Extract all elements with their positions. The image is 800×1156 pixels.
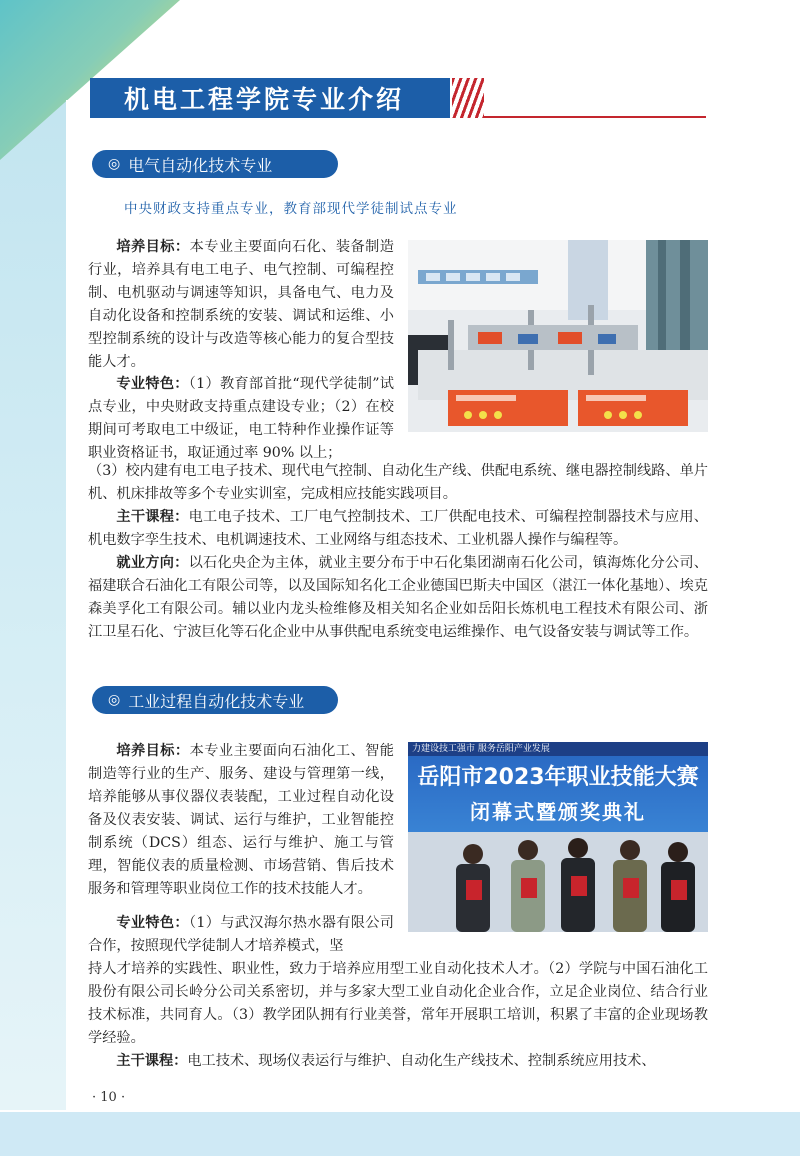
- title-stripes: [452, 78, 484, 118]
- award-ceremony-photo: [408, 742, 708, 932]
- bullseye-icon: ◎: [108, 156, 121, 172]
- photo-banner-main: 岳阳市2023年职业技能大赛: [417, 765, 699, 790]
- section1-heading: [92, 150, 338, 178]
- section2-heading: [92, 686, 338, 714]
- lab-equipment-illustration: [408, 240, 708, 432]
- section2-feature-b: 持人才培养的实践性、职业性，致力于培养应用型工业自动化技术人才。（2）学院与中国石油化工股份有限公司长岭分公司关系密切，并与多家大型工业自动化企业合作，立足企业岗位、结合行业技术标准，共同育人。（3）教学团队拥有行业美誉，常年开展职工培训，积累了丰富的企业现场教学经验。: [88, 961, 708, 1046]
- photo-banner-sub: 闭幕式暨颁奖典礼: [470, 800, 646, 824]
- section2-courses: 主干课程：电工技术、现场仪表运行与维护、自动化生产线技术、控制系统应用技术、: [116, 1053, 656, 1069]
- section1-feature-a: 专业特色：（1）教育部首批“现代学徒制”试点专业，中央财政支持重点建设专业；（2）在校期间可考取电工中级证，电工特种作业操作证等职业资格证书，取证通过率 90% 以上；: [88, 376, 394, 461]
- section2-heading-text: 工业过程自动化技术专业: [128, 691, 305, 711]
- section2-feature-a: 专业特色：（1）与武汉海尔热水器有限公司合作，按照现代学徒制人才培养模式，坚: [88, 915, 394, 954]
- section1-jobs: 就业方向：以石化央企为主体，就业主要分布于中石化集团湖南石化公司，镇海炼化分公司、福建联合石油化工有限公司等，以及国际知名化工企业德国巴斯夫中国区（湛江一体化基地）、埃克森美孚化工有限公司。辅以业内龙头检维修及相关知名企业如岳阳长炼机电工程技术有限公司、浙江卫星石化、宁波巨化等石化企业中从事供配电系统变电运维操作、电气设备安装与调试等工作。: [88, 555, 708, 640]
- side-band: [0, 0, 66, 1110]
- section2-goal: 培养目标：本专业主要面向石油化工、智能制造等行业的生产、服务、建设与管理第一线，培养能够从事仪器仪表装配，工业过程自动化设备及仪表安装、调试、运行与维护，工业智能控制系统（DCS）组态、运行与维护、施工与管理，智能仪表的质量检测、市场营销、售后技术服务和管理等职业岗位工作的技术技能人才。: [88, 743, 394, 897]
- bullseye-icon: ◎: [108, 692, 121, 708]
- photo-banner-top: 力建设技工强市 服务岳阳产业发展: [408, 742, 708, 756]
- bottom-band: [0, 1112, 800, 1156]
- section1-tagline: 中央财政支持重点专业，教育部现代学徒制试点专业: [124, 201, 458, 217]
- section1-courses: 主干课程：电工电子技术、工厂电气控制技术、工厂供配电技术、可编程控制器技术与应用、机电数字孪生技术、电机调速技术、工业网络与组态技术、工业机器人操作与编程等。: [88, 509, 708, 548]
- award-winners-illustration: [408, 832, 708, 932]
- page-title: 机电工程学院专业介绍: [90, 78, 450, 118]
- section1-goal: 培养目标：本专业主要面向石化、装备制造行业，培养具有电工电子、电气控制、可编程控制、电机驱动与调速等知识，具备电气、电力及自动化设备和控制系统的安装、调试和运维、小型控制系统的设计与改造等核心能力的复合型技能人才。: [88, 239, 394, 370]
- section1-heading-text: 电气自动化技术专业: [128, 155, 273, 175]
- section1-feature-b: （3）校内建有电工电子技术、现代电气控制、自动化生产线、供配电系统、继电器控制线路、单片机、机床排故等多个专业实训室，完成相应技能实践项目。: [88, 463, 708, 502]
- title-rule: [484, 116, 706, 118]
- page-number: · 10 ·: [92, 1090, 126, 1105]
- lab-equipment-photo: [408, 240, 708, 432]
